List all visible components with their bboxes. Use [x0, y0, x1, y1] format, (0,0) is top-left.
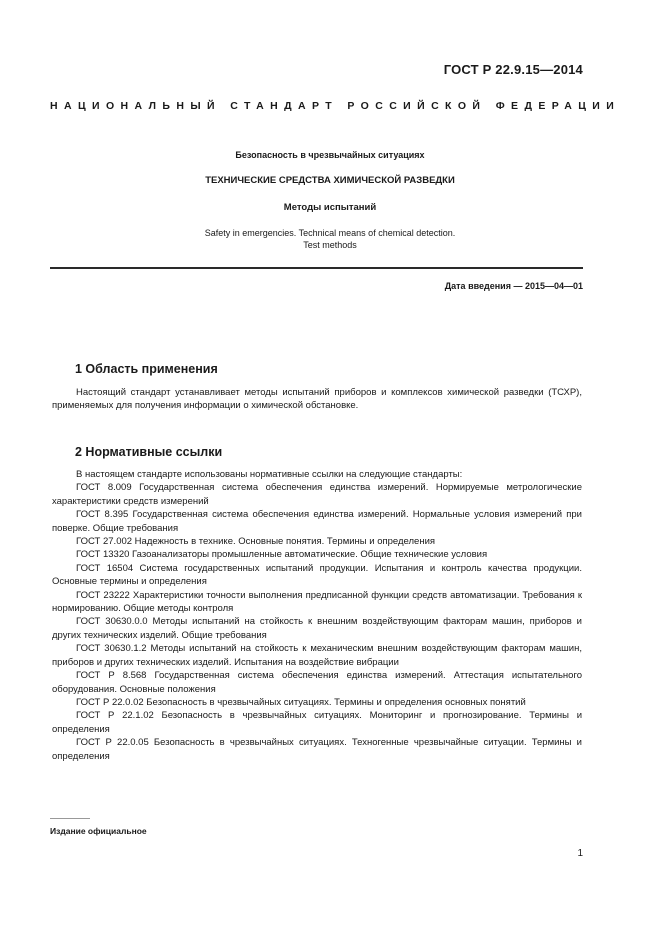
- section-1-paragraph: Настоящий стандарт устанавливает методы испытаний приборов и комплексов химической разведки (ТСХР), применяемых для получения информации о химической обстановке.: [52, 387, 582, 412]
- footer-divider: [50, 818, 90, 819]
- reference-item: ГОСТ Р 22.0.05 Безопасность в чрезвычайных ситуациях. Техногенные чрезвычайные ситуации. Термины и определения: [52, 737, 582, 762]
- document-number: ГОСТ Р 22.9.15—2014: [443, 62, 583, 77]
- section-1-heading: 1 Область применения: [75, 362, 218, 376]
- page-number: 1: [577, 848, 583, 859]
- edition-note: Издание официальное: [50, 826, 147, 836]
- sub-title: Методы испытаний: [283, 202, 377, 213]
- reference-item: ГОСТ 8.009 Государственная система обеспечения единства измерений. Нормируемые метрологические характеристики средств измерений: [52, 482, 582, 507]
- english-title-line-2: Test methods: [303, 240, 357, 250]
- english-title: [50, 227, 610, 251]
- national-standard-title: НАЦИОНАЛЬНЫЙ СТАНДАРТ РОССИЙСКОЙ ФЕДЕРАЦИИ: [50, 100, 621, 112]
- main-title: ТЕХНИЧЕСКИЕ СРЕДСТВА ХИМИЧЕСКОЙ РАЗВЕДКИ: [205, 175, 455, 186]
- reference-item: ГОСТ Р 22.0.02 Безопасность в чрезвычайных ситуациях. Термины и определения основных понятий: [76, 696, 526, 708]
- references-intro: В настоящем стандарте использованы нормативные ссылки на следующие стандарты:: [76, 469, 463, 480]
- reference-item: ГОСТ 27.002 Надежность в технике. Основные понятия. Термины и определения: [76, 536, 436, 548]
- reference-item: ГОСТ 8.395 Государственная система обеспечения единства измерений. Нормальные условия измерений при поверке. Общие требования: [52, 509, 582, 534]
- reference-item: ГОСТ Р 8.568 Государственная система обеспечения единства измерений. Аттестация испытательного оборудования. Основные положения: [52, 670, 582, 695]
- section-2-heading: 2 Нормативные ссылки: [75, 445, 223, 459]
- reference-item: ГОСТ 16504 Система государственных испытаний продукции. Испытания и контроль качества продукции. Основные термины и определения: [52, 562, 582, 588]
- reference-item: ГОСТ 13320 Газоанализаторы промышленные автоматические. Общие технические условия: [76, 549, 488, 561]
- subject-line: Безопасность в чрезвычайных ситуациях: [235, 150, 425, 160]
- reference-item: ГОСТ Р 22.1.02 Безопасность в чрезвычайных ситуациях. Мониторинг и прогнозирование. Термины и определения: [52, 710, 582, 735]
- section-2-body: [52, 468, 582, 763]
- header-divider: [50, 267, 583, 269]
- reference-item: ГОСТ 30630.1.2 Методы испытаний на стойкость к механическим внешним воздействующим факторам машин, приборов и других технических изделий. Испытания на воздействие вибрации: [52, 643, 582, 668]
- reference-item: ГОСТ 30630.0.0 Методы испытаний на стойкость к внешним воздействующим факторам машин, приборов и других технических изделий. Общие требования: [52, 616, 582, 641]
- reference-item: ГОСТ 23222 Характеристики точности выполнения предписанной функции средств автоматизации. Требования к нормированию. Общие методы контроля: [52, 589, 582, 615]
- introduction-date: Дата введения — 2015—04—01: [444, 281, 583, 291]
- section-1-body: [52, 386, 582, 413]
- english-title-line-1: Safety in emergencies. Technical means of chemical detection.: [204, 228, 456, 238]
